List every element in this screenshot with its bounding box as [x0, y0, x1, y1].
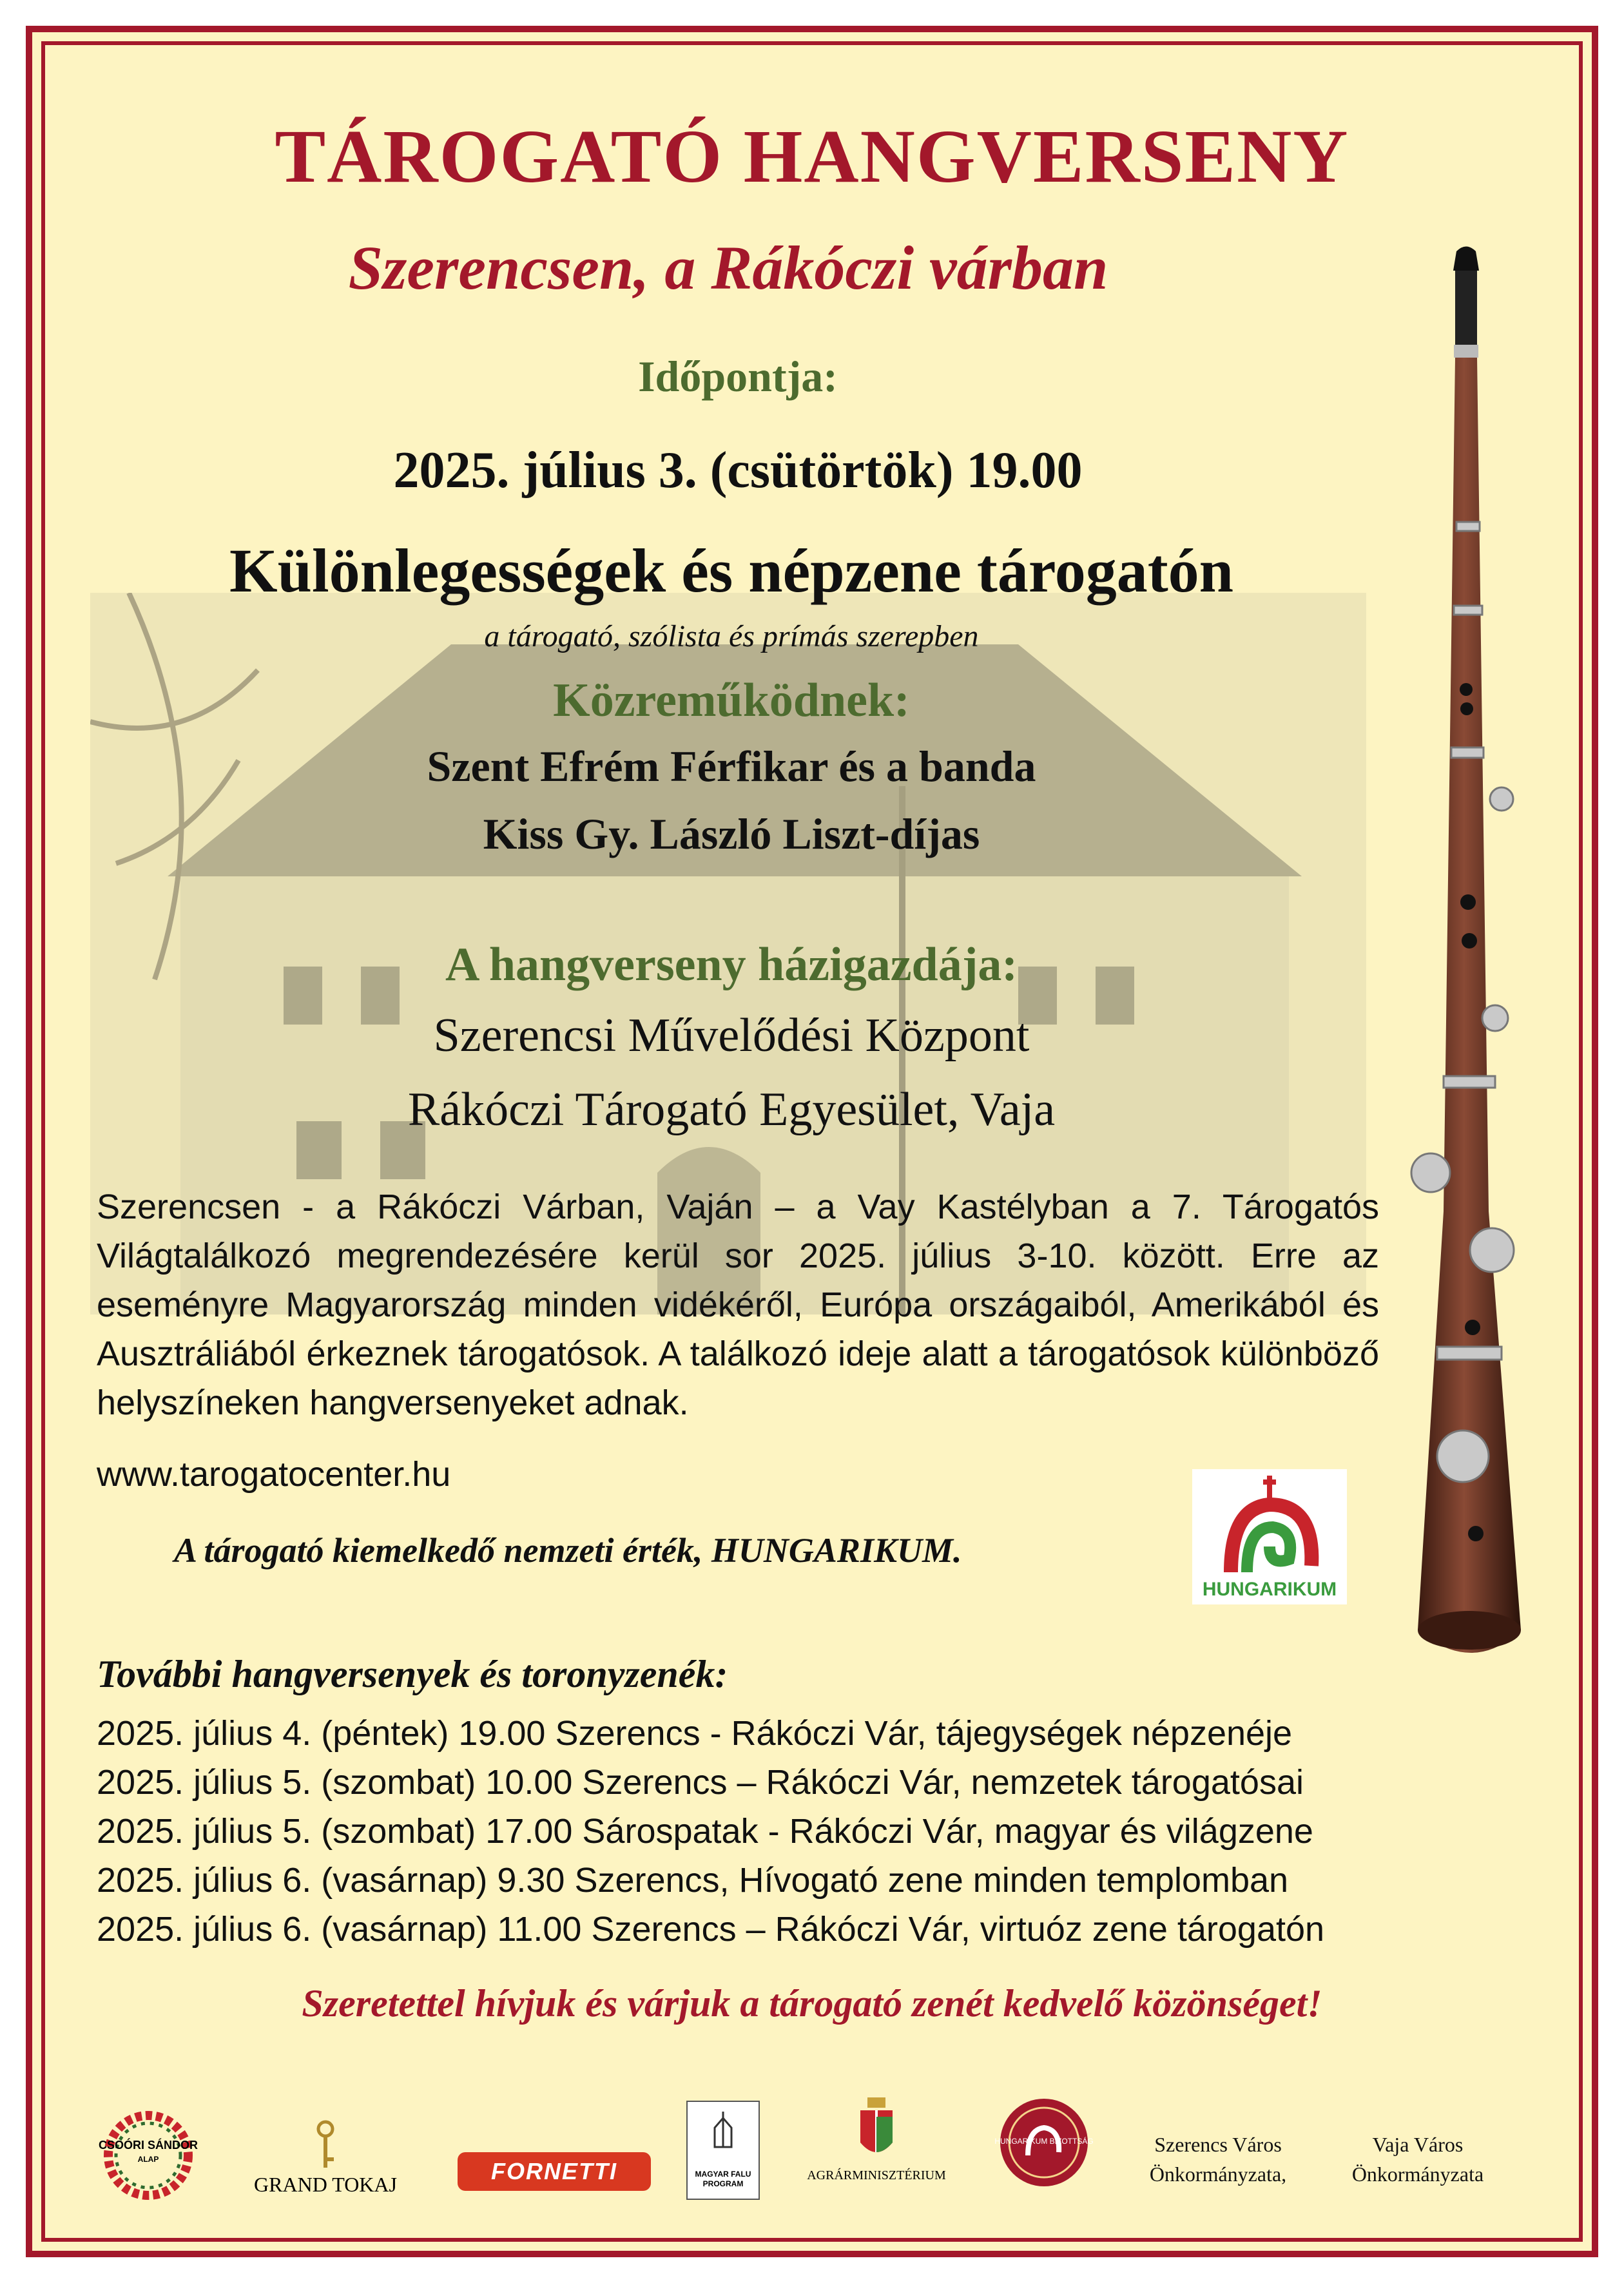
- host-label: A hangverseny házigazdája:: [445, 938, 1018, 991]
- website-link[interactable]: www.tarogatocenter.hu: [97, 1455, 451, 1494]
- key-icon: [313, 2120, 338, 2172]
- village-church-icon: [689, 2102, 757, 2166]
- grand-tokaj-logo: [245, 2120, 406, 2197]
- hungarikum-logo-text: HUNGARIKUM: [1202, 1579, 1337, 1600]
- csoori-text: CSOÓRI SÁNDOR: [98, 2139, 198, 2152]
- further-events-label: További hangversenyek és toronyzenék:: [97, 1653, 728, 1695]
- szerencs-municipality: Szerencs Város Önkormányzata,: [1149, 2133, 1287, 2186]
- program-subtitle: a tárogató, szólista és prímás szerepben: [484, 619, 979, 653]
- event-item: 2025. július 5. (szombat) 10.00 Szerencs – Rákóczi Vár, nemzetek tárogatósai: [97, 1763, 1304, 1802]
- magyar-falu-text: MAGYAR FALU PROGRAM: [695, 2170, 751, 2188]
- fornetti-logo: [458, 2152, 651, 2191]
- grand-tokaj-text: GRAND TOKAJ: [254, 2173, 397, 2196]
- description-paragraph: Szerencsen - a Rákóczi Várban, Vaján – a Vay Kastélyban a 7. Tárogatós Világtalálkozó megrendezésére kerül sor 2025. július 3-10. között. Erre az eseményre Magyarország minden vidékéről, Európa országaiból, Amerikából és Ausztráliából érkeznek tárogatósok. A találkozó ideje alatt a tárogatósok különböző helyszíneken hangversenyeket adnak.: [97, 1188, 1379, 1422]
- agrarminiszterium-logo: [806, 2091, 947, 2183]
- hungarikum-bizottsag-logo: [986, 2094, 1102, 2191]
- event-item: 2025. július 6. (vasárnap) 11.00 Szerencs – Rákóczi Vár, virtuóz zene tárogatón: [97, 1910, 1325, 1949]
- host-2: Rákóczi Tárogató Egyesület, Vaja: [407, 1083, 1056, 1136]
- hungarikum-logo: [1192, 1469, 1347, 1604]
- csoori-sub: ALAP: [137, 2155, 159, 2164]
- performer-2: Kiss Gy. László Liszt-díjas: [483, 809, 980, 858]
- hungarikum-statement: A tárogató kiemelkedő nemzeti érték, HUNGARIKUM.: [174, 1531, 962, 1570]
- event-item: 2025. július 4. (péntek) 19.00 Szerencs - Rákóczi Vár, tájegységek népzenéje: [97, 1714, 1293, 1753]
- further-events-list: [97, 1709, 1324, 1954]
- magyar-falu-logo: [686, 2101, 760, 2200]
- coat-of-arms-icon: [851, 2091, 902, 2168]
- agrar-text: AGRÁRMINISZTÉRIUM: [807, 2168, 946, 2182]
- poster-subtitle: Szerencsen, a Rákóczi várban: [348, 233, 1108, 302]
- program-title: Különlegességek és népzene tárogatón: [229, 536, 1234, 605]
- csoori-sandor-logo: [97, 2107, 200, 2207]
- poster-title: TÁROGATÓ HANGVERSENY: [275, 114, 1349, 198]
- event-item: 2025. július 5. (szombat) 17.00 Sárospatak - Rákóczi Vár, magyar és világzene: [97, 1812, 1313, 1851]
- date-label: Időpontja:: [638, 352, 838, 401]
- vaja-municipality: Vaja Város Önkormányzata: [1351, 2133, 1484, 2186]
- fornetti-text: FORNETTI: [491, 2158, 617, 2184]
- event-item: 2025. július 6. (vasárnap) 9.30 Szerencs, Hívogató zene minden templomban: [97, 1861, 1289, 1900]
- host-1: Szerencsi Művelődési Központ: [433, 1009, 1030, 1062]
- invitation-text: Szeretettel hívjuk és várjuk a tárogató zenét kedvelő közönséget!: [302, 1982, 1322, 2025]
- performer-1: Szent Efrém Férfikar és a banda: [427, 742, 1036, 791]
- hungarikum-bizottsag-text: HUNGARIKUM BIZOTTSÁG: [994, 2137, 1094, 2146]
- tarogato-instrument-image: [1392, 245, 1553, 1701]
- event-date: 2025. július 3. (csütörtök) 19.00: [393, 442, 1083, 499]
- performers-label: Közreműködnek:: [553, 674, 910, 727]
